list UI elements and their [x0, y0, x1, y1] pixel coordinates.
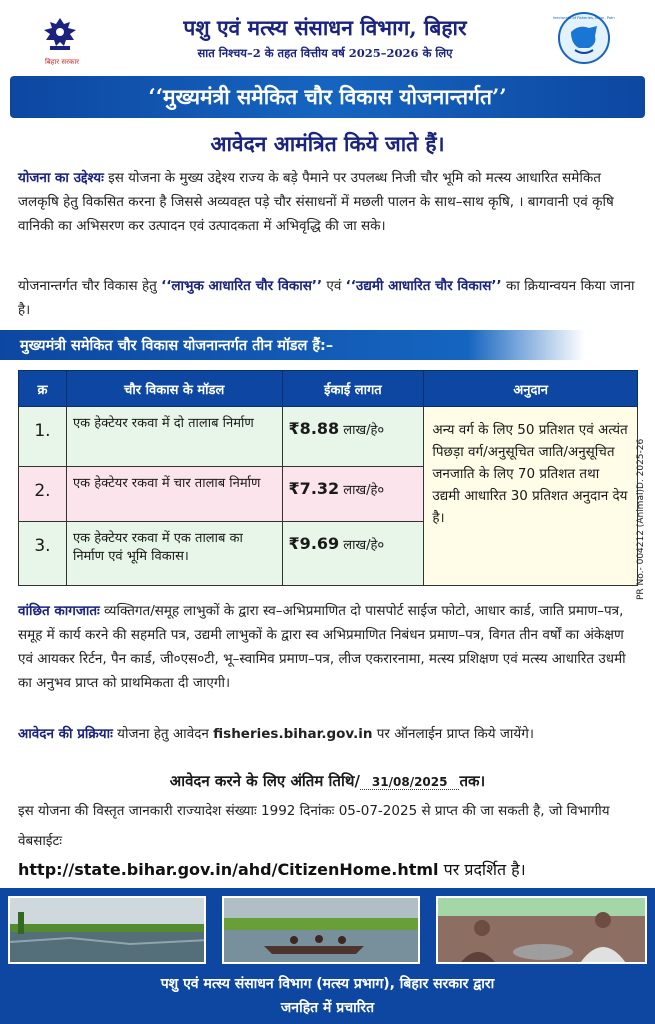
- boat-image: [224, 898, 420, 964]
- photo-strip: [0, 888, 655, 970]
- fisheries-logo: [553, 10, 615, 66]
- row-cost: [282, 407, 424, 467]
- row-cost-unit: लाख/हे०: [339, 538, 385, 553]
- boat-photo: [222, 896, 420, 964]
- pond-photo: [8, 896, 206, 964]
- row-cost-value: ₹7.32: [288, 479, 340, 498]
- department-title: पशु एवं मत्स्य संसाधन विभाग, बिहार: [183, 15, 467, 40]
- left-logo-caption: बिहार सरकार: [44, 58, 80, 66]
- citizen-home-link[interactable]: http://state.bihar.gov.in/ahd/CitizenHome.html: [18, 860, 439, 879]
- deadline-label: आवेदन करने के लिए अंतिम तिथि/: [169, 772, 360, 790]
- row-cost-unit: लाख/हे०: [339, 423, 385, 438]
- deadline-date: 31/08/2025: [360, 775, 460, 790]
- fisheries-bihar-logo-icon: [553, 10, 615, 66]
- implementation-pre: योजनान्तर्गत चौर विकास हेतु: [18, 278, 162, 294]
- models-table: [18, 370, 638, 586]
- implementation-mid: एवं: [322, 278, 346, 294]
- process-paragraph: [18, 722, 640, 746]
- table-header-grant: अनुदान: [424, 371, 638, 407]
- footer-line-1: पशु एवं मत्स्य संसाधन विभाग (मत्स्य प्रभाग), बिहार सरकार द्वारा: [160, 976, 495, 992]
- row-number: 2.: [19, 467, 67, 522]
- url-post: पर प्रदर्शित है।: [438, 860, 526, 879]
- scheme-title: ‘‘मुख्यमंत्री समेकित चौर विकास योजनान्तर्गत’’: [148, 84, 507, 109]
- models-section-title: मुख्यमंत्री समेकित चौर विकास योजनान्तर्गत तीन मॉडल हैं:–: [20, 338, 334, 354]
- row-number: 3.: [19, 522, 67, 586]
- footer-line-2: जनहित में प्रचारित: [280, 1000, 375, 1016]
- bihar-emblem-icon: [40, 16, 80, 52]
- row-model: एक हेक्टेयर रकवा में एक तालाब का निर्माण एवं भूमि विकास।: [66, 522, 282, 586]
- process-pre: योजना हेतु आवेदन: [112, 726, 214, 742]
- models-section-bar: [0, 330, 585, 360]
- bihar-emblem-logo: [40, 16, 84, 66]
- table-row: [19, 407, 638, 467]
- objective-label: योजना का उद्देश्यः: [18, 170, 104, 186]
- row-cost: [282, 522, 424, 586]
- table-header-serial: क्र: [19, 371, 67, 407]
- documents-text: व्यक्तिगत/समूह लाभुकों के द्वारा स्व–अभिप्रमाणित दो पासपोर्ट साईज फोटो, आधार कार्ड, जाति प्रमाण–पत्र, समूह में कार्य करने की सहमति पत्र, उद्यमी लाभुकों के द्वारा स्व अभिप्रमाणित निबंधन प्रमाण–पत्र, विगत तीन वर्षों का अंकेक्षण एवं आयकर रिर्टन, पैन कार्ड, जी०एस०टी, भू–स्वामिव प्रमाण–पत्र, लीज एकरारनामा, मत्स्य प्रशिक्षण एवं मत्स्य आधारित उधमी का अनुभव प्राप्त को प्राथमिकता दी जाएगी।: [18, 603, 626, 691]
- process-label: आवेदन की प्रक्रियाः: [18, 726, 113, 742]
- process-post: पर ऑनलाईन प्राप्त किये जायेंगे।: [372, 726, 534, 742]
- pond-image: [10, 898, 206, 964]
- pr-number: PR No.- 004212 (Animal)D. 2025-26: [636, 438, 646, 600]
- deadline-line: [0, 771, 655, 791]
- info-paragraph: इस योजना की विस्तृत जानकारी राज्यादेश संख्याः 1992 दिनांकः 05-07-2025 से प्राप्त की जा सकती है, जो विभागीय वेबसाईटः: [18, 803, 610, 849]
- implementation-post: का क्रियान्वयन किया जाना है।: [18, 278, 635, 318]
- model-beneficiary: ‘‘लाभुक आधारित चौर विकास’’: [161, 278, 323, 294]
- documents-label: वांछित कागजातः: [18, 603, 100, 619]
- table-header-model: चौर विकास के मॉडल: [66, 371, 282, 407]
- fishermen-photo: [436, 896, 647, 964]
- implementation-paragraph: [18, 274, 640, 322]
- url-line: [18, 858, 526, 880]
- row-cost: [282, 467, 424, 522]
- objective-text: इस योजना के मुख्य उद्देश्य राज्य के बड़े पैमाने पर उपलब्ध निजी चौर भूमि को मत्स्य आधारित समेकित जलकृषि हेतु विकसित करना है जिससे अव्यवह्त पड़े चौर संसाधनों में मछली पालन के साथ–साथ कृषि, । बागवानी एवं कृषि वानिकी का अभिसरण कर उत्पादन एवं उत्पादकता में अभिवृद्धि की जा सके।: [18, 170, 614, 234]
- right-logo-caption: Directorate of Fisheries, Bihar, Patna: [553, 16, 615, 20]
- model-entrepreneur: ‘‘उद्यमी आधारित चौर विकास’’: [345, 278, 502, 294]
- row-cost-unit: लाख/हे०: [339, 483, 385, 498]
- row-cost-value: ₹8.88: [288, 419, 340, 438]
- invitation-heading: आवेदन आमंत्रित किये जाते हैं।: [210, 131, 445, 156]
- table-header-cost: ईकाई लागत: [282, 371, 424, 407]
- objective-paragraph: [18, 166, 640, 238]
- fishermen-image: [438, 898, 647, 964]
- grant-cell: अन्य वर्ग के लिए 50 प्रतिशत एवं अत्यंत पिछड़ा वर्ग/अनुसूचित जाति/अनुसूचित जनजाति के लिए 70 प्रतिशत तथा उद्यमी आधारित 30 प्रतिशत अनुदान देय है।: [424, 407, 638, 586]
- row-cost-value: ₹9.69: [288, 534, 340, 553]
- row-number: 1.: [19, 407, 67, 467]
- documents-paragraph: [18, 599, 640, 695]
- application-website-link[interactable]: fisheries.bihar.gov.in: [213, 726, 373, 742]
- row-model: एक हेक्टेयर रकवा में दो तालाब निर्माण: [66, 407, 282, 467]
- row-model: एक हेक्टेयर रकवा में चार तालाब निर्माण: [66, 467, 282, 522]
- department-subtitle: सात निश्चय–2 के तहत वित्तीय वर्ष 2025–2026 के लिए: [197, 46, 453, 60]
- footer: [0, 966, 655, 1024]
- deadline-post: तक।: [459, 772, 486, 790]
- header: [0, 0, 655, 72]
- scheme-banner: [10, 76, 645, 118]
